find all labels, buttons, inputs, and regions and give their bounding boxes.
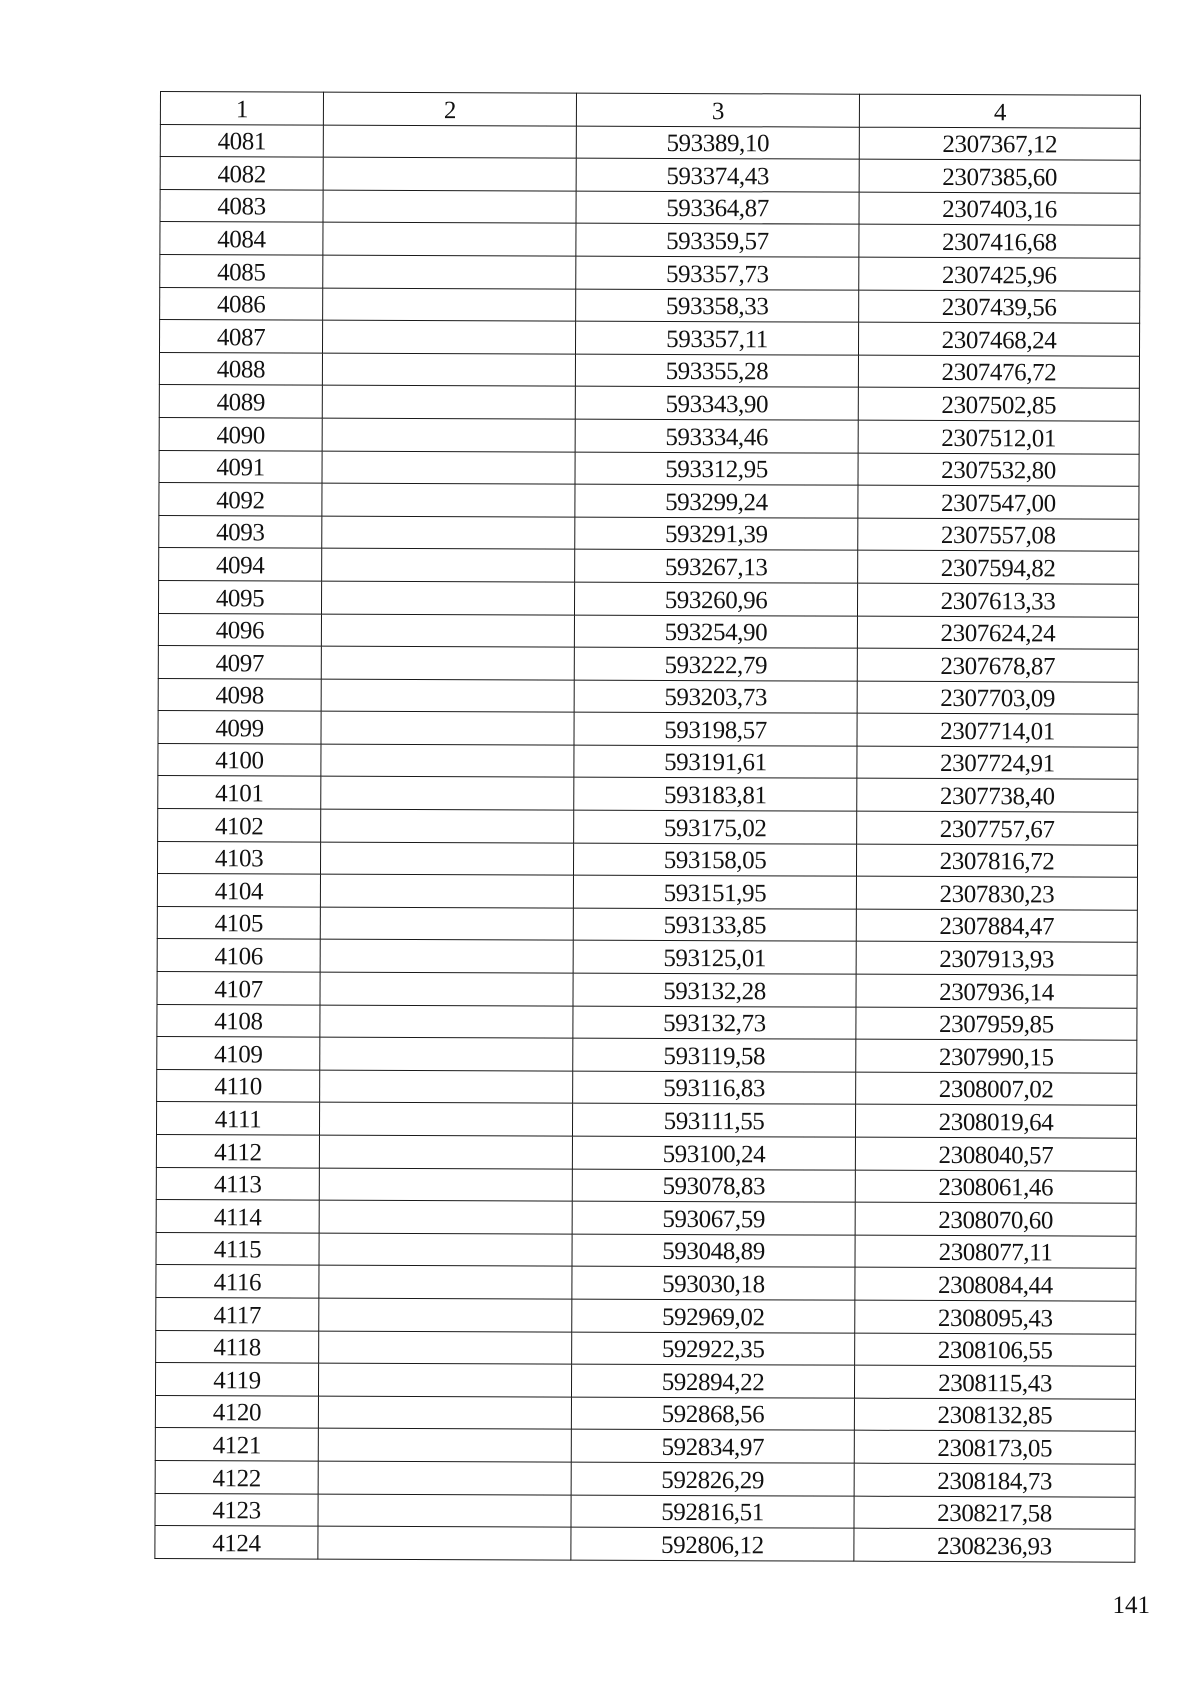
x-coordinate-cell: 593151,95 <box>573 875 856 909</box>
description-cell <box>319 1331 572 1365</box>
point-number-cell: 4106 <box>157 939 320 972</box>
x-coordinate-cell: 593260,96 <box>574 582 857 616</box>
description-cell <box>322 385 575 419</box>
table-row <box>158 776 1138 812</box>
point-number-cell: 4108 <box>157 1004 320 1037</box>
x-coordinate-cell: 593198,57 <box>574 712 857 746</box>
x-coordinate-cell: 592868,56 <box>571 1397 854 1431</box>
y-coordinate-cell: 2307936,14 <box>856 974 1137 1008</box>
table-row <box>157 1037 1137 1073</box>
point-number-cell: 4114 <box>156 1200 319 1233</box>
description-cell <box>323 157 576 191</box>
point-number-cell: 4084 <box>160 222 323 255</box>
y-coordinate-cell: 2307816,72 <box>856 844 1137 878</box>
description-cell <box>322 320 575 354</box>
table-header-row <box>160 92 1140 128</box>
y-coordinate-cell: 2307738,40 <box>857 779 1138 813</box>
y-coordinate-cell: 2307959,85 <box>856 1007 1137 1041</box>
x-coordinate-cell: 593343,90 <box>575 386 858 420</box>
table-body <box>155 124 1140 1562</box>
y-coordinate-cell: 2307714,01 <box>857 713 1138 747</box>
x-coordinate-cell: 593374,43 <box>576 158 859 192</box>
description-cell <box>323 288 576 322</box>
description-cell <box>318 1526 571 1560</box>
point-number-cell: 4103 <box>157 841 320 874</box>
table-row <box>159 417 1139 453</box>
description-cell <box>318 1363 571 1397</box>
x-coordinate-cell: 593359,57 <box>576 223 859 257</box>
table-row <box>158 711 1138 747</box>
point-number-cell: 4102 <box>158 809 321 842</box>
point-number-cell: 4086 <box>160 287 323 320</box>
description-cell <box>321 809 574 843</box>
x-coordinate-cell: 593254,90 <box>574 615 857 649</box>
point-number-cell: 4091 <box>159 450 322 483</box>
y-coordinate-cell: 2308236,93 <box>854 1528 1135 1562</box>
y-coordinate-cell: 2307557,08 <box>858 518 1139 552</box>
point-number-cell: 4099 <box>158 711 321 744</box>
table-row <box>156 1167 1136 1203</box>
y-coordinate-cell: 2307512,01 <box>858 420 1139 454</box>
x-coordinate-cell: 593132,28 <box>573 973 856 1007</box>
y-coordinate-cell: 2307439,56 <box>859 290 1140 324</box>
table-row <box>158 678 1138 714</box>
description-cell <box>318 1494 571 1528</box>
x-coordinate-cell: 593222,79 <box>574 647 857 681</box>
x-coordinate-cell: 593111,55 <box>572 1103 855 1137</box>
column-header-3: 3 <box>576 93 859 127</box>
point-number-cell: 4096 <box>158 613 321 646</box>
table-row <box>158 743 1138 779</box>
description-cell <box>320 1005 573 1039</box>
description-cell <box>319 1135 572 1169</box>
y-coordinate-cell: 2308132,85 <box>854 1398 1135 1432</box>
description-cell <box>323 223 576 257</box>
point-number-cell: 4111 <box>156 1102 319 1135</box>
x-coordinate-cell: 593355,28 <box>575 354 858 388</box>
description-cell <box>322 516 575 550</box>
point-number-cell: 4116 <box>156 1265 319 1298</box>
table-row <box>157 972 1137 1008</box>
y-coordinate-cell: 2307990,15 <box>856 1039 1137 1073</box>
y-coordinate-cell: 2307547,00 <box>858 485 1139 519</box>
y-coordinate-cell: 2308077,11 <box>855 1235 1136 1269</box>
y-coordinate-cell: 2308115,43 <box>854 1365 1135 1399</box>
table-row <box>156 1134 1136 1170</box>
point-number-cell: 4110 <box>157 1069 320 1102</box>
x-coordinate-cell: 593125,01 <box>573 941 856 975</box>
table-row <box>157 1004 1137 1040</box>
point-number-cell: 4105 <box>157 906 320 939</box>
table-row <box>157 874 1137 910</box>
y-coordinate-cell: 2307830,23 <box>856 876 1137 910</box>
description-cell <box>319 1103 572 1137</box>
description-cell <box>322 483 575 517</box>
table-row <box>155 1428 1135 1464</box>
table-row <box>160 189 1140 225</box>
description-cell <box>318 1461 571 1495</box>
x-coordinate-cell: 593191,61 <box>574 745 857 779</box>
y-coordinate-cell: 2308106,55 <box>855 1333 1136 1367</box>
point-number-cell: 4122 <box>155 1460 318 1493</box>
table-row <box>160 124 1140 160</box>
y-coordinate-cell: 2307468,24 <box>858 322 1139 356</box>
x-coordinate-cell: 592816,51 <box>571 1495 854 1529</box>
table-row <box>159 548 1139 584</box>
description-cell <box>320 972 573 1006</box>
table-row <box>156 1297 1136 1333</box>
table-row <box>155 1460 1135 1496</box>
description-cell <box>321 614 574 648</box>
description-cell <box>319 1298 572 1332</box>
point-number-cell: 4109 <box>157 1037 320 1070</box>
table-row <box>158 613 1138 649</box>
point-number-cell: 4123 <box>155 1493 318 1526</box>
point-number-cell: 4082 <box>160 157 323 190</box>
y-coordinate-cell: 2307403,16 <box>859 192 1140 226</box>
column-header-2: 2 <box>323 92 576 126</box>
y-coordinate-cell: 2308084,44 <box>855 1268 1136 1302</box>
point-number-cell: 4094 <box>159 548 322 581</box>
table-row <box>159 515 1139 551</box>
y-coordinate-cell: 2308040,57 <box>855 1137 1136 1171</box>
table-row <box>159 483 1139 519</box>
point-number-cell: 4118 <box>156 1330 319 1363</box>
x-coordinate-cell: 592894,22 <box>571 1364 854 1398</box>
x-coordinate-cell: 593357,73 <box>576 256 859 290</box>
table-row <box>157 1069 1137 1105</box>
table-row <box>156 1330 1136 1366</box>
point-number-cell: 4089 <box>159 385 322 418</box>
x-coordinate-cell: 593116,83 <box>573 1071 856 1105</box>
x-coordinate-cell: 592834,97 <box>571 1429 854 1463</box>
table-row <box>160 222 1140 258</box>
column-header-4: 4 <box>859 94 1140 128</box>
y-coordinate-cell: 2307416,68 <box>859 225 1140 259</box>
x-coordinate-cell: 593267,13 <box>575 549 858 583</box>
description-cell <box>320 1070 573 1104</box>
description-cell <box>321 679 574 713</box>
point-number-cell: 4117 <box>156 1297 319 1330</box>
description-cell <box>323 190 576 224</box>
x-coordinate-cell: 593078,83 <box>572 1169 855 1203</box>
y-coordinate-cell: 2307678,87 <box>857 648 1138 682</box>
column-header-1: 1 <box>160 92 323 125</box>
x-coordinate-cell: 593358,33 <box>576 289 859 323</box>
y-coordinate-cell: 2307476,72 <box>858 355 1139 389</box>
y-coordinate-cell: 2308019,64 <box>855 1105 1136 1139</box>
y-coordinate-cell: 2307913,93 <box>856 942 1137 976</box>
y-coordinate-cell: 2308070,60 <box>855 1202 1136 1236</box>
y-coordinate-cell: 2307703,09 <box>857 681 1138 715</box>
description-cell <box>319 1200 572 1234</box>
description-cell <box>319 1265 572 1299</box>
x-coordinate-cell: 593132,73 <box>573 1006 856 1040</box>
point-number-cell: 4087 <box>159 320 322 353</box>
point-number-cell: 4097 <box>158 646 321 679</box>
x-coordinate-cell: 593312,95 <box>575 452 858 486</box>
description-cell <box>321 777 574 811</box>
y-coordinate-cell: 2308095,43 <box>855 1300 1136 1334</box>
table-row <box>157 939 1137 975</box>
table-row <box>156 1200 1136 1236</box>
point-number-cell: 4100 <box>158 743 321 776</box>
table-row <box>155 1526 1135 1562</box>
point-number-cell: 4121 <box>155 1428 318 1461</box>
x-coordinate-cell: 592826,29 <box>571 1462 854 1496</box>
y-coordinate-cell: 2307502,85 <box>858 388 1139 422</box>
description-cell <box>322 548 575 582</box>
table-row <box>159 385 1139 421</box>
table-row <box>158 809 1138 845</box>
page-number: 141 <box>1112 1592 1150 1619</box>
description-cell <box>318 1428 571 1462</box>
x-coordinate-cell: 593203,73 <box>574 680 857 714</box>
description-cell <box>323 255 576 289</box>
point-number-cell: 4101 <box>158 776 321 809</box>
y-coordinate-cell: 2307613,33 <box>857 583 1138 617</box>
y-coordinate-cell: 2307385,60 <box>859 159 1140 193</box>
table-row <box>157 906 1137 942</box>
description-cell <box>320 842 573 876</box>
description-cell <box>318 1396 571 1430</box>
y-coordinate-cell: 2307594,82 <box>858 550 1139 584</box>
y-coordinate-cell: 2308217,58 <box>854 1496 1135 1530</box>
y-coordinate-cell: 2308007,02 <box>856 1072 1137 1106</box>
table-row <box>157 841 1137 877</box>
x-coordinate-cell: 593357,11 <box>575 321 858 355</box>
description-cell <box>321 711 574 745</box>
coordinates-table <box>154 91 1141 1562</box>
x-coordinate-cell: 592922,35 <box>572 1332 855 1366</box>
x-coordinate-cell: 593158,05 <box>573 843 856 877</box>
table-row <box>159 450 1139 486</box>
y-coordinate-cell: 2308184,73 <box>854 1463 1135 1497</box>
y-coordinate-cell: 2307532,80 <box>858 453 1139 487</box>
table-row <box>155 1363 1135 1399</box>
description-cell <box>322 418 575 452</box>
point-number-cell: 4098 <box>158 678 321 711</box>
x-coordinate-cell: 593389,10 <box>576 126 859 160</box>
description-cell <box>322 451 575 485</box>
point-number-cell: 4107 <box>157 972 320 1005</box>
table-row <box>160 287 1140 323</box>
table-row <box>158 580 1138 616</box>
description-cell <box>321 581 574 615</box>
point-number-cell: 4119 <box>155 1363 318 1396</box>
table-row <box>155 1493 1135 1529</box>
description-cell <box>320 940 573 974</box>
x-coordinate-cell: 593119,58 <box>573 1038 856 1072</box>
x-coordinate-cell: 593183,81 <box>574 778 857 812</box>
point-number-cell: 4092 <box>159 483 322 516</box>
table-row <box>159 352 1139 388</box>
x-coordinate-cell: 593133,85 <box>573 908 856 942</box>
y-coordinate-cell: 2308173,05 <box>854 1431 1135 1465</box>
table-row <box>156 1265 1136 1301</box>
x-coordinate-cell: 593299,24 <box>575 484 858 518</box>
table-row <box>160 157 1140 193</box>
y-coordinate-cell: 2308061,46 <box>855 1170 1136 1204</box>
x-coordinate-cell: 593067,59 <box>572 1201 855 1235</box>
point-number-cell: 4088 <box>159 352 322 385</box>
point-number-cell: 4113 <box>156 1167 319 1200</box>
x-coordinate-cell: 593364,87 <box>576 191 859 225</box>
x-coordinate-cell: 592806,12 <box>571 1527 854 1561</box>
x-coordinate-cell: 593334,46 <box>575 419 858 453</box>
point-number-cell: 4083 <box>160 189 323 222</box>
description-cell <box>321 646 574 680</box>
description-cell <box>320 874 573 908</box>
x-coordinate-cell: 593048,89 <box>572 1234 855 1268</box>
y-coordinate-cell: 2307425,96 <box>859 257 1140 291</box>
y-coordinate-cell: 2307884,47 <box>856 909 1137 943</box>
description-cell <box>319 1168 572 1202</box>
table-row <box>156 1102 1136 1138</box>
point-number-cell: 4115 <box>156 1232 319 1265</box>
y-coordinate-cell: 2307367,12 <box>859 127 1140 161</box>
x-coordinate-cell: 592969,02 <box>572 1299 855 1333</box>
y-coordinate-cell: 2307757,67 <box>857 811 1138 845</box>
x-coordinate-cell: 593100,24 <box>572 1136 855 1170</box>
description-cell <box>323 125 576 159</box>
description-cell <box>322 353 575 387</box>
table-row <box>160 254 1140 290</box>
point-number-cell: 4093 <box>159 515 322 548</box>
point-number-cell: 4112 <box>156 1134 319 1167</box>
description-cell <box>320 1037 573 1071</box>
y-coordinate-cell: 2307724,91 <box>857 746 1138 780</box>
table-row <box>156 1232 1136 1268</box>
table-row <box>159 320 1139 356</box>
x-coordinate-cell: 593030,18 <box>572 1266 855 1300</box>
point-number-cell: 4090 <box>159 417 322 450</box>
description-cell <box>320 907 573 941</box>
x-coordinate-cell: 593175,02 <box>574 810 857 844</box>
point-number-cell: 4081 <box>160 124 323 157</box>
point-number-cell: 4120 <box>155 1395 318 1428</box>
x-coordinate-cell: 593291,39 <box>575 517 858 551</box>
y-coordinate-cell: 2307624,24 <box>857 616 1138 650</box>
point-number-cell: 4085 <box>160 254 323 287</box>
description-cell <box>319 1233 572 1267</box>
description-cell <box>321 744 574 778</box>
table-row <box>158 646 1138 682</box>
point-number-cell: 4095 <box>158 580 321 613</box>
point-number-cell: 4104 <box>157 874 320 907</box>
table-row <box>155 1395 1135 1431</box>
point-number-cell: 4124 <box>155 1526 318 1559</box>
